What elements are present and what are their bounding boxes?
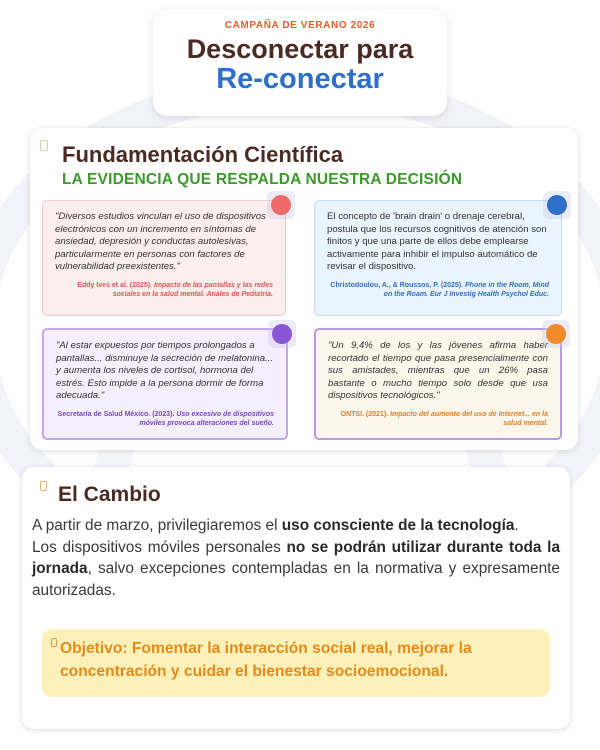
page-title-line2: Re-conectar	[216, 63, 384, 95]
change-body	[32, 515, 560, 601]
evidence-citation	[327, 281, 549, 299]
change-paragraph	[32, 515, 560, 537]
evidence-card	[42, 200, 286, 316]
citation-authors: Christodoulou, A., & Roussos, P. (2025).	[330, 281, 464, 289]
text-run: , salvo excepciones contempladas en la normativa y expresamente autorizadas.	[32, 560, 560, 599]
evidence-citation	[328, 410, 548, 428]
objective-callout	[42, 629, 550, 697]
evidence-quote: "Al estar expuestos por tiempos prolongados a pantallas... disminuye la secreción de melatonina... y aumenta los niveles de cortisol, hormona del estrés. Esto impide a la persona dormir de forma adecuada."	[56, 340, 274, 402]
citation-title: Uso excesivo de dispositivos móviles provoca alteraciones del sueño.	[139, 410, 274, 427]
citation-title: Phone in the Room, Mind on the Roam. Eur J Investig Health Psychol Educ.	[383, 281, 549, 298]
accent-dot-icon	[272, 324, 292, 344]
change-paragraph	[32, 537, 560, 602]
objective-text: Objetivo: Fomentar la interacción social real, mejorar la concentración y cuidar el bienestar socioemocional.	[60, 640, 472, 680]
citation-authors: Eddy Ives et al. (2025).	[77, 281, 152, 289]
evidence-card	[42, 328, 288, 440]
campaign-kicker: CAMPAÑA DE VERANO 2026	[224, 20, 376, 31]
header-card	[153, 10, 447, 116]
change-section	[22, 467, 570, 729]
accent-dot-icon	[271, 195, 291, 215]
citation-authors: ONTSI. (2021).	[340, 410, 389, 418]
evidence-citation	[56, 410, 274, 428]
change-title: El Cambio	[58, 483, 161, 506]
objective-icon	[51, 638, 57, 647]
evidence-card	[314, 200, 562, 316]
citation-title: Impacto de las pantallas y las redes sociales en la salud mental. Anales de Pediatría.	[112, 281, 273, 298]
accent-dot-icon	[547, 195, 567, 215]
text-run: Los dispositivos móviles personales	[32, 538, 287, 556]
emphasis-text: no se podrán utilizar durante toda la jornada	[32, 538, 561, 577]
citation-authors: Secretaría de Salud México. (2023).	[57, 410, 175, 418]
science-subtitle: LA EVIDENCIA QUE RESPALDA NUESTRA DECISIÓN	[62, 171, 463, 188]
evidence-quote: El concepto de 'brain drain' o drenaje cerebral, postula que los recursos cognitivos de atención son finitos y que una parte de ellos debe emplearse activamente para inhibir el impulso automático de revisar el dispositivo.	[327, 211, 547, 273]
evidence-citation	[55, 281, 273, 299]
section-icon	[40, 140, 48, 151]
science-title: Fundamentación Científica	[62, 142, 344, 167]
evidence-card	[314, 328, 562, 440]
section-icon	[40, 481, 47, 491]
text-run: .	[514, 517, 519, 534]
science-section	[30, 128, 578, 450]
citation-title: Impacto del aumento del uso de Internet... en la salud mental.	[390, 410, 548, 427]
text-run: A partir de marzo, privilegiaremos el	[32, 517, 282, 534]
emphasis-text: uso consciente de la tecnología	[281, 517, 515, 534]
accent-dot-icon	[546, 324, 566, 344]
evidence-quote: "Un 9,4% de los y las jóvenes afirma haber recortado el tiempo que pasa presencialmente con sus amistades, mientras que un 26% pasa bastante o mucho tiempo solo desde que usa dispositivos tecnológicos."	[328, 340, 548, 402]
evidence-quote: "Diversos estudios vinculan el uso de dispositivos electrónicos con un incremento en síntomas de ansiedad, depresión y conductas autolesivas, particularmente en personas con factores de vulnerabilidad preexistentes."	[55, 211, 266, 273]
page-title-line1: Desconectar para	[186, 34, 414, 64]
